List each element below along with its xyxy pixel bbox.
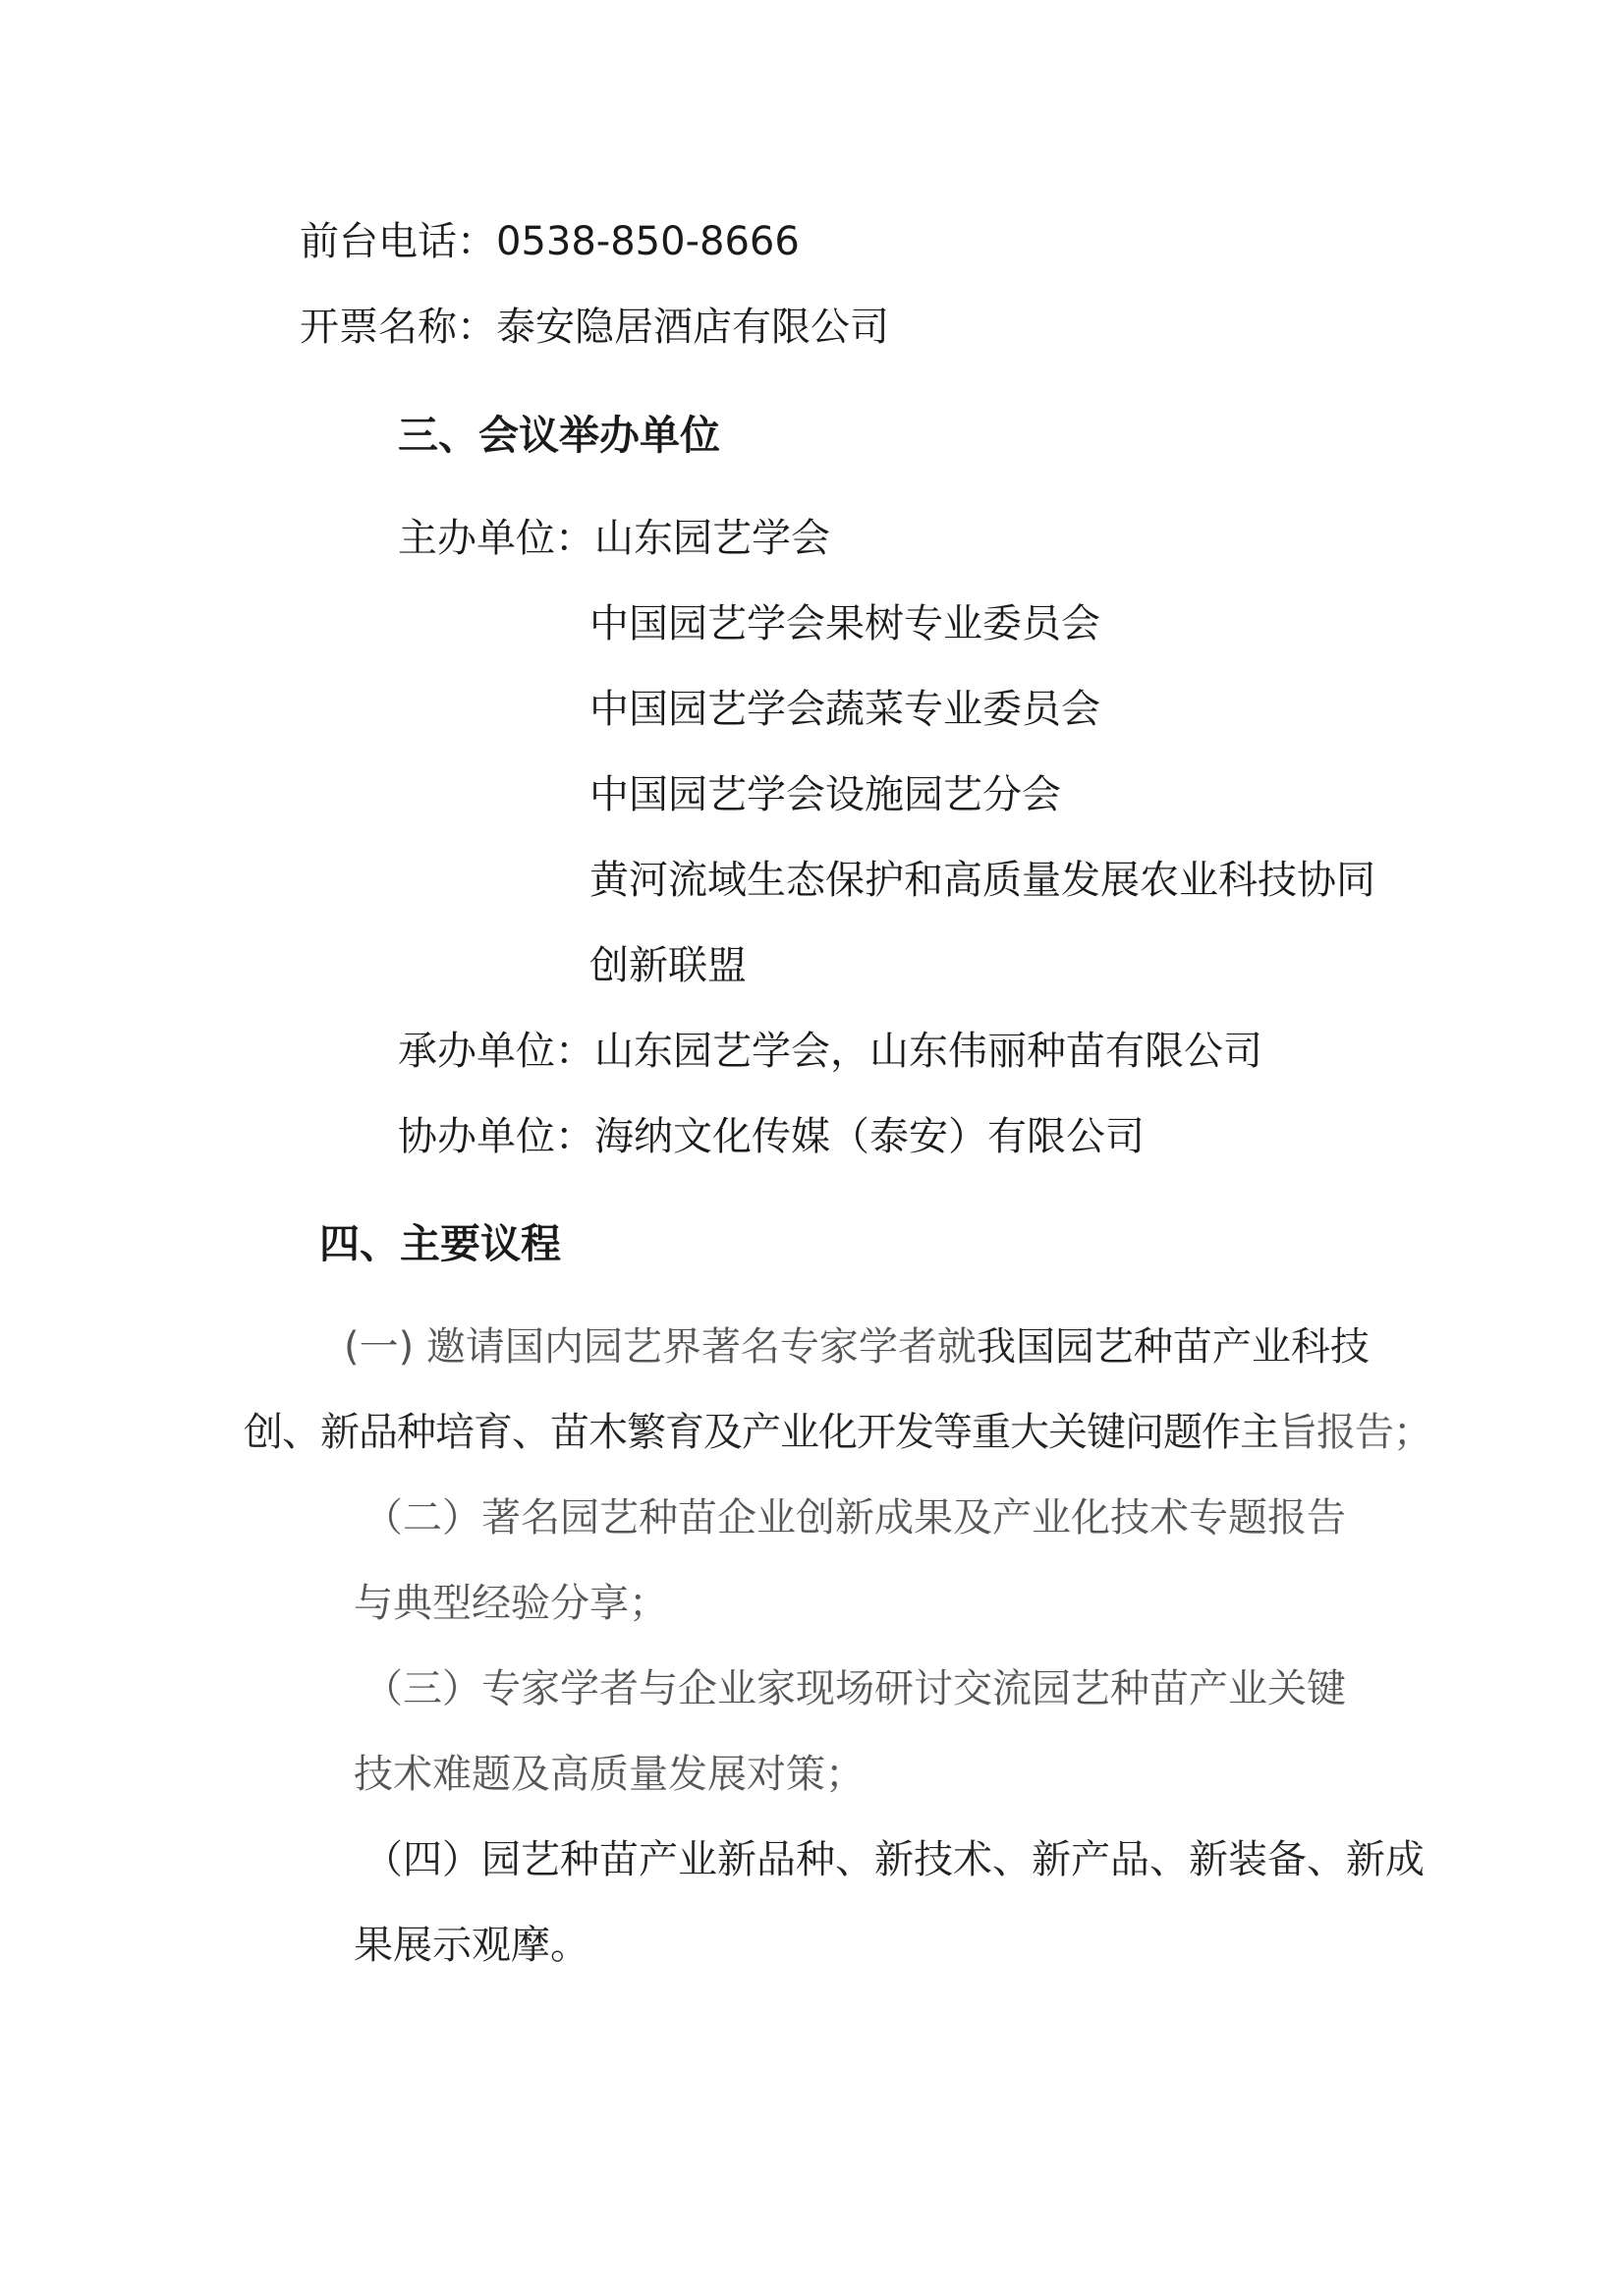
organizer-label: 承办单位： bbox=[398, 1029, 594, 1074]
invoice-name-label: 开票名称： bbox=[300, 305, 496, 350]
host-unit-line bbox=[398, 511, 830, 566]
agenda-item-1-text-light: (一) 邀请国内园艺界著名专家学者就 bbox=[344, 1324, 977, 1370]
front-desk-phone-line bbox=[300, 214, 800, 269]
host-unit-item: 山东园艺学会 bbox=[594, 516, 830, 561]
section-3-heading: 三、会议举办单位 bbox=[398, 412, 720, 459]
invoice-name-line bbox=[300, 300, 889, 355]
agenda-item-1-line-2 bbox=[244, 1405, 1431, 1460]
coorganizer-label: 协办单位： bbox=[398, 1114, 594, 1159]
agenda-item-3-line-2: 技术难题及高质量发展对策； bbox=[354, 1752, 865, 1797]
agenda-item-3-line-1: （三）专家学者与企业家现场研讨交流园艺种苗产业关键 bbox=[364, 1666, 1346, 1711]
front-desk-phone-value: 0538-850-8666 bbox=[496, 219, 800, 264]
invoice-name-value: 泰安隐居酒店有限公司 bbox=[496, 305, 889, 350]
host-unit-item: 中国园艺学会设施园艺分会 bbox=[589, 772, 1061, 817]
agenda-item-1-text-light-2: 旨报告； bbox=[1278, 1410, 1431, 1455]
organizer-line bbox=[398, 1024, 1262, 1079]
agenda-item-2-line-1: （二）著名园艺种苗企业创新成果及产业化技术专题报告 bbox=[364, 1495, 1346, 1540]
agenda-item-4-line-2: 果展示观摩。 bbox=[354, 1923, 589, 1968]
section-4-heading: 四、主要议程 bbox=[319, 1220, 561, 1267]
agenda-item-1-text-dark-2: 创、新品种培育、苗木繁育及产业化开发等重大关键问题作主 bbox=[244, 1410, 1278, 1455]
host-unit-item: 中国园艺学会果树专业委员会 bbox=[589, 601, 1100, 646]
host-unit-item: 创新联盟 bbox=[589, 943, 747, 988]
host-unit-item: 中国园艺学会蔬菜专业委员会 bbox=[589, 687, 1100, 732]
organizer-value: 山东园艺学会，山东伟丽种苗有限公司 bbox=[594, 1029, 1262, 1074]
host-unit-label: 主办单位： bbox=[398, 516, 594, 561]
agenda-item-4-line-1: （四）园艺种苗产业新品种、新技术、新产品、新装备、新成 bbox=[364, 1837, 1425, 1882]
agenda-item-1-text-dark: 我国园艺种苗产业科技 bbox=[976, 1324, 1370, 1370]
host-unit-item: 黄河流域生态保护和高质量发展农业科技协同 bbox=[589, 858, 1375, 903]
coorganizer-value: 海纳文化传媒（泰安）有限公司 bbox=[594, 1114, 1145, 1159]
agenda-item-1-line-1 bbox=[344, 1319, 1370, 1374]
coorganizer-line bbox=[398, 1109, 1145, 1164]
agenda-item-2-line-2: 与典型经验分享； bbox=[354, 1581, 668, 1626]
front-desk-phone-label: 前台电话： bbox=[300, 219, 496, 264]
